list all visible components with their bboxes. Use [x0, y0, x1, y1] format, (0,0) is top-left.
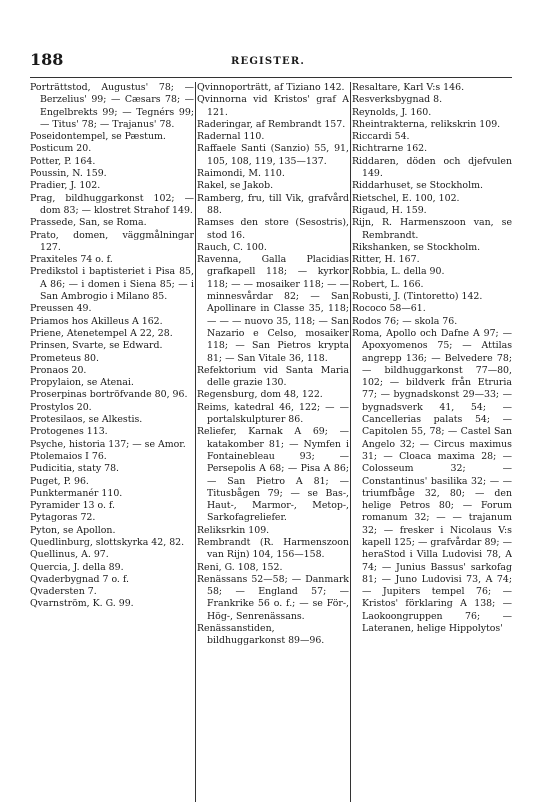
index-entry: Ptolemaios I 76. [30, 450, 107, 462]
index-entry: Raffaele Santi (Sanzio) 55, 91, 105, 108, 119, 135—137. [197, 143, 349, 167]
index-entry: Pyton, se Apollon. [30, 524, 116, 536]
index-entry: Richtrarne 162. [352, 143, 428, 155]
index-entry: Pudicitia, staty 78. [30, 463, 120, 475]
index-entry: Ramses den store (Sesostris), stod 16. [197, 217, 349, 241]
index-entry: Ritter, H. 167. [352, 254, 420, 266]
index-entry: Reynolds, J. 160. [352, 106, 432, 118]
index-entry: Qvarnström, K. G. 99. [30, 598, 134, 610]
index-entry: Pronaos 20. [30, 364, 87, 376]
index-entry: Qvadersten 7. [30, 586, 97, 598]
index-entry: Reni, G. 108, 152. [197, 561, 283, 573]
index-entry: Riccardi 54. [352, 131, 410, 143]
index-entry: Priamos hos Akilleus A 162. [30, 315, 163, 327]
index-entry: Ravenna, Galla Placidias grafkapell 118; — kyrkor 118; — — mosaiker 118; — — minnesvårdar 82; — San Apollinare in Classe 35, 118; — — — nuovo 35, 118; — San Nazario e Celso, mosaiker 118; — San Pietros krypta 81; — San Vitale 36, 118. [197, 254, 349, 364]
index-entry: Raderingar, af Rembrandt 157. [197, 118, 346, 130]
index-column-2 [197, 82, 349, 802]
index-entry: Proserpinas bortröfvande 80, 96. [30, 389, 188, 401]
header-rule [30, 77, 512, 78]
index-entry: Protesilaos, se Alkestis. [30, 414, 143, 426]
index-entry: Prometeus 80. [30, 352, 99, 364]
index-entry: Punktermanér 110. [30, 487, 123, 499]
index-entry: Qvinnorna vid Kristos' graf A 121. [197, 94, 349, 118]
index-entry: Propylaion, se Atenai. [30, 377, 134, 389]
index-entry: Porträttstod, Augustus' 78; — Berzelius' 99; — Cæsars 78; — Engelbrekts 99; — Tegnérs 99; — Titus' 78; — Trajanus' 78. [30, 82, 194, 130]
index-entry: Potter, P. 164. [30, 155, 96, 167]
column-divider [195, 82, 196, 802]
index-entry: Rheintrakterna, relikskrin 109. [352, 118, 501, 130]
index-entry: Riddarhuset, se Stockholm. [352, 180, 483, 192]
index-column-1 [30, 82, 194, 802]
index-entry: Rococo 58—61. [352, 303, 426, 315]
index-entry: Psyche, historia 137; — se Amor. [30, 438, 186, 450]
index-entry: Pytagoras 72. [30, 512, 96, 524]
index-entry: Pyramider 13 o. f. [30, 500, 116, 512]
index-entry: Pradier, J. 102. [30, 180, 101, 192]
index-entry: Raimondi, M. 110. [197, 168, 285, 180]
running-title: REGISTER. [230, 56, 306, 67]
index-entry: Preussen 49. [30, 303, 92, 315]
index-entry: Qvinnoporträtt, af Tiziano 142. [197, 82, 345, 93]
index-entry: Protogenes 113. [30, 426, 108, 438]
index-entry: Predikstol i baptisteriet i Pisa 85, A 86; — i domen i Siena 85; — i San Ambrogio i Milano 85. [30, 266, 194, 303]
index-entry: Refektorium vid Santa Maria delle grazie 130. [197, 364, 349, 389]
index-entry: Prato, domen, väggmålningar 127. [30, 229, 194, 253]
index-entry: Renässans 52—58; — Danmark 58; — England 57; — Frankrike 56 o. f.; — se För-, Hög-, Senrenässans. [197, 573, 349, 622]
column-divider [350, 82, 351, 802]
index-entry: Robbia, L. della 90. [352, 266, 445, 278]
index-columns [30, 82, 512, 802]
index-entry: Resverksbygnad 8. [352, 94, 443, 106]
index-entry: Rigaud, H. 159. [352, 204, 427, 216]
index-entry: Robusti, J. (Tintoretto) 142. [352, 291, 483, 303]
page-header [30, 50, 506, 72]
page-number: 188 [30, 50, 64, 69]
index-entry: Rikshanken, se Stockholm. [352, 241, 481, 253]
index-entry: Rodos 76; — skola 76. [352, 315, 458, 327]
index-entry: Reliksrkin 109. [197, 524, 270, 536]
index-entry: Quedlinburg, slottskyrka 42, 82. [30, 536, 185, 548]
index-entry: Prostylos 20. [30, 401, 92, 413]
index-entry: Reims, katedral 46, 122; — — portalskulpturer 86. [197, 401, 349, 426]
index-entry: Puget, P. 96. [30, 475, 89, 487]
index-entry: Prassede, San, se Roma. [30, 217, 147, 229]
index-entry: Quercia, J. della 89. [30, 561, 124, 573]
index-entry: Prinsen, Svarte, se Edward. [30, 340, 163, 352]
index-entry: Prag, bildhuggarkonst 102; — dom 83; — klostret Strahof 149. [30, 192, 194, 216]
index-entry: Riddaren, döden och djefvulen 149. [352, 155, 512, 180]
index-entry: Reliefer, Karnak A 69; — katakomber 81; — Nymfen i Fontainebleau 93; — Persepolis A 68; — Pisa A 86; — San Pietro A 81; — Titusbågen 79; — se Bas-, Haut-, Marmor-, Metop-, Sarkofagreliefer. [197, 426, 349, 524]
index-entry: Regensburg, dom 48, 122. [197, 389, 323, 401]
index-entry: Poseidontempel, se Pæstum. [30, 131, 166, 143]
index-entry: Quellinus, A. 97. [30, 549, 109, 561]
index-entry: Radernal 110. [197, 131, 265, 143]
index-entry: Priene, Atenetempel A 22, 28. [30, 327, 173, 339]
index-entry: Rijn, R. Harmenszoon van, se Rembrandt. [352, 217, 512, 241]
index-entry: Rakel, se Jakob. [197, 180, 274, 192]
index-entry: Rietschel, E. 100, 102. [352, 192, 460, 204]
index-entry: Poussin, N. 159. [30, 168, 107, 180]
index-entry: Praxiteles 74 o. f. [30, 254, 113, 266]
index-entry: Renässanstiden, bildhuggarkonst 89—96. [197, 623, 325, 647]
index-entry: Ramberg, fru, till Vik, grafvård 88. [197, 192, 349, 216]
index-entry: Robert, L. 166. [352, 278, 424, 290]
index-entry: Rembrandt (R. Harmenszoon van Rijn) 104, 156—158. [197, 536, 349, 561]
index-entry: Qvaderbygnad 7 o. f. [30, 573, 130, 585]
index-column-3 [352, 82, 512, 802]
index-entry: Roma, Apollo och Dafne A 97; — Apoxyomenos 75; — Attilas angrepp 136; — Belvedere 78; — bildhuggarkonst 77—80, 102; — bildverk från Etruria 77; — bygnadskonst 29—33; — bygnadsverk 41, 54; — Cancellerias palats 54; — Capitolen 55, 78; — Castel San Angelo 32; — Circus maximus 31; — Cloaca maxima 28; — Colosseum 32; — Constantinus' basilika 32; — — triumfbåge 32, 80; — den helige Petros 80; — Forum romanum 32; — — trajanum 32; — fresker i Nicolaus V:s kapell 125; — grafvårdar 89; — heraStod i Villa Ludovisi 78, A 74; — Junius Bassus' sarkofag 81; — Juno Ludovisi 73, A 74; — Jupiters tempel 76; — Kristos' förklaring A 138; — Laokoongruppen 76; — Lateranen, helige Hippolytos' [352, 327, 512, 635]
index-entry: Resaltare, Karl V:s 146. [352, 82, 465, 93]
index-entry: Posticum 20. [30, 143, 92, 155]
index-entry: Rauch, C. 100. [197, 241, 267, 253]
